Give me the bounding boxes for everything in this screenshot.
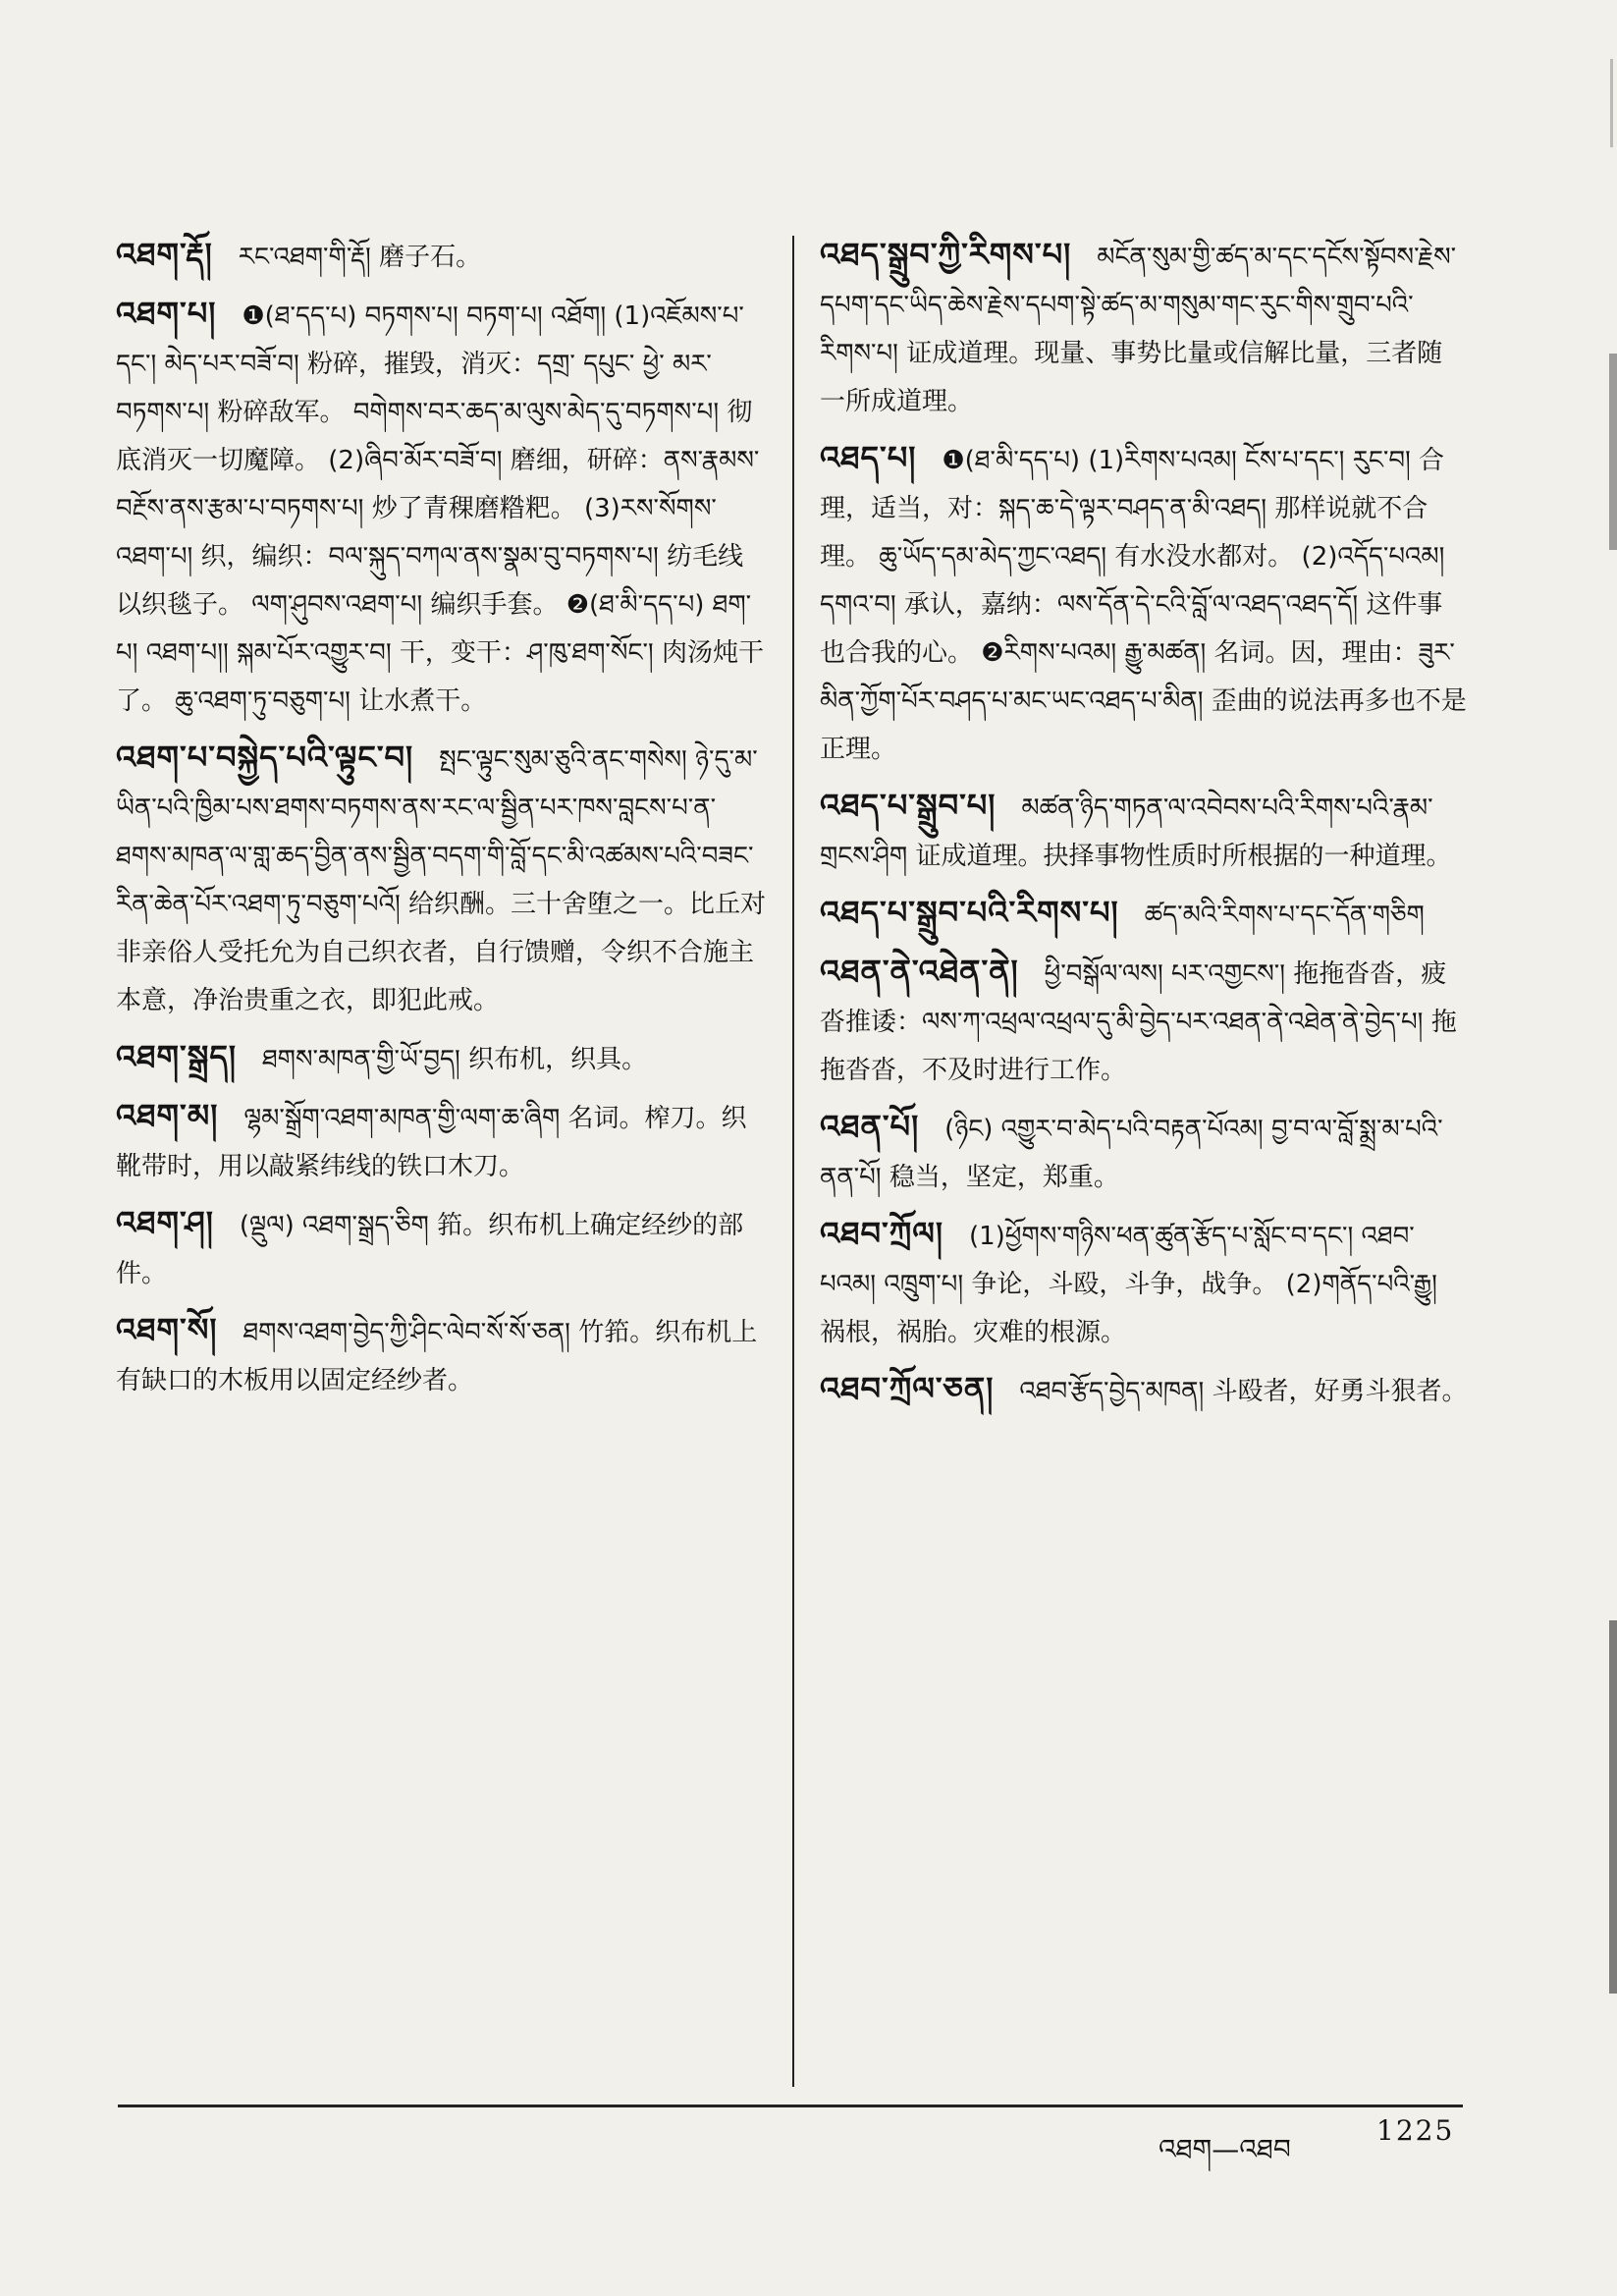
dictionary-entry bbox=[116, 231, 769, 282]
entry-definition: (ཉིང) འགྱུར་བ་མེད་པའི་བརྟན་པོའམ། བྱ་བ་ལ་བློ་སྨྲ་མ་པའི་ནན་པོ། 稳当，坚定，郑重。 bbox=[820, 1115, 1443, 1192]
dictionary-entry bbox=[116, 734, 769, 1025]
page-number: 1225 bbox=[1376, 2114, 1455, 2147]
entry-definition: ཐགས་མཁན་གྱི་ཡོ་བྱད། 织布机，织具。 bbox=[261, 1045, 648, 1074]
entry-definition: ❶(ཐ་མི་དད་པ) (1)རིགས་པའམ། ངོས་པ་དང་། རུང་བ། 合理，适当，对：སྐད་ཆ་དེ་ལྟར་བཤད་ན་མི་འཐད། 那样说就不合理。 ཆུ་ཡོད་དམ་མེད་ཀྱང་འཐད། 有水没水都对。 (2)འདོད་པའམ། དགའ་བ། 承认，嘉纳：ལས་དོན་དེ་ངའི་བློ་ལ་འཐད་འཐད་དོ། 这件事也合我的心。 ❷རིགས་པའམ། རྒྱུ་མཚན། 名词。因，理由：ཟུར་མིན་ཀྱོག་པོར་བཤད་པ་མང་ཡང་འཐད་པ་མིན། 歪曲的说法再多也不是正理。 bbox=[820, 446, 1467, 764]
entry-headword: འཐག་སོ། bbox=[116, 1311, 218, 1348]
entry-definition: རང་འཐག་གི་རྡོ། 磨子石。 bbox=[238, 243, 482, 272]
entry-definition: མངོན་སུམ་གྱི་ཚད་མ་དང་དངོས་སྟོབས་རྗེས་དཔག་དང་ཡིད་ཆེས་རྗེས་དཔག་སྟེ་ཚད་མ་གསུམ་གང་རུང་གིས་གྲུབ་པའི་རིགས་པ། 证成道理。现量、事势比量或信解比量，三者随一所成道理。 bbox=[820, 243, 1457, 416]
dictionary-entry bbox=[116, 1199, 769, 1298]
entry-definition: ཕྱི་བསྒོལ་ལས། པར་འགྱངས་། 拖拖沓沓，疲沓推诿：ལས་ཀ་འཕྲལ་འཕྲལ་དུ་མི་བྱེད་པར་འཐན་ནེ་འཐེན་ནེ་བྱེད་པ། 拖拖沓沓，不及时进行工作。 bbox=[820, 959, 1457, 1085]
entry-headword: འཐན་པོ། bbox=[820, 1108, 920, 1145]
entry-definition: (ལྡུལ) འཐག་སྒྲད་ཅིག 筘。织布机上确定经纱的部件。 bbox=[116, 1211, 744, 1288]
dictionary-entry bbox=[820, 948, 1468, 1095]
footer-guide-words: འཐག—འཐབ bbox=[1159, 2133, 1291, 2165]
dictionary-entry bbox=[116, 1033, 769, 1084]
entry-definition: (1)ཕྱོགས་གཉིས་ཕན་ཚུན་རྩོད་པ་སློང་བ་དང་། འཐབ་པའམ། འཁྲུག་པ། 争论，斗殴，斗争，战争。 (2)གནོད་པའི་རྒྱུ། 祸根，祸胎。灾难的根源。 bbox=[820, 1222, 1437, 1347]
entry-definition: འཐབ་རྩོད་བྱེད་མཁན། 斗殴者，好勇斗狠者。 bbox=[1019, 1377, 1468, 1406]
entry-definition: སྤང་ལྟུང་སུམ་ཅུའི་ནང་གསེས། ཉེ་དུ་མ་ཡིན་པའི་ཁྱིམ་པས་ཐགས་བཏགས་ནས་རང་ལ་སྦྱིན་པར་ཁས་བླངས་པ་ན་ཐགས་མཁན་ལ་གླ་ཆད་བྱིན་ནས་སྦྱིན་བདག་གི་བློ་དང་མི་འཚམས་པའི་བཟང་རིན་ཆེན་པོར་འཐག་ཏུ་བཅུག་པའོ། 给织酬。三十舍堕之一。比丘对非亲俗人受托允为自己织衣者，自行馈赠，令织不合施主本意，净治贵重之衣，即犯此戒。 bbox=[116, 745, 766, 1015]
entry-definition: མཚན་ཉིད་གཏན་ལ་འབེབས་པའི་རིགས་པའི་རྣམ་གྲངས་ཤིག 证成道理。抉择事物性质时所根据的一种道理。 bbox=[820, 793, 1452, 871]
entry-headword: འཐག་ཤ། bbox=[116, 1204, 214, 1241]
footer-rule bbox=[118, 2105, 1463, 2107]
left-column bbox=[116, 231, 769, 1413]
entry-headword: འཐག་རྡོ། bbox=[116, 236, 213, 273]
entry-headword: འཐག་སྒྲད། bbox=[116, 1038, 237, 1075]
dictionary-entry bbox=[820, 1365, 1468, 1416]
dictionary-entry bbox=[116, 290, 769, 726]
dictionary-entry bbox=[820, 1103, 1468, 1202]
entry-headword: འཐབ་ཀྲོལ། bbox=[820, 1215, 943, 1252]
entry-definition: ཚད་མའི་རིགས་པ་དང་དོན་གཅིག bbox=[1144, 901, 1425, 930]
scan-edge-mark bbox=[1609, 1620, 1617, 1994]
entry-headword: འཐག་མ། bbox=[116, 1097, 219, 1134]
dictionary-entry bbox=[820, 889, 1468, 940]
entry-definition: ལྷམ་སྒྲོག་འཐག་མཁན་གྱི་ལག་ཆ་ཞིག 名词。榨刀。织靴带时，用以敲紧纬线的铁口木刀。 bbox=[116, 1104, 747, 1181]
dictionary-entry bbox=[116, 1092, 769, 1191]
entry-headword: འཐག་པ་བསྐྱེད་པའི་ལྟུང་བ། bbox=[116, 738, 414, 776]
entry-headword: འཐབ་ཀྲོལ་ཅན། bbox=[820, 1370, 995, 1407]
dictionary-entry bbox=[820, 434, 1468, 774]
entry-definition: ཐགས་འཐག་བྱེད་ཀྱི་ཤིང་ལེབ་སོ་སོ་ཅན། 竹筘。织布机上有缺口的木板用以固定经纱者。 bbox=[116, 1318, 758, 1395]
entry-definition: ❶(ཐ་དད་པ) བཏགས་པ། བཏག་པ། འཐོག། (1)འཇོམས་པ་དང་། མེད་པར་བཟོ་བ། 粉碎，摧毁，消灭：དགྲ་ དཔུང་ ཕྱེ་ མར་བཏགས་པ། 粉碎敌军。 བགེགས་བར་ཆད་མ་ལུས་མེད་དུ་བཏགས་པ། 彻底消灭一切魔障。 (2)ཞིབ་མོར་བཟོ་བ། 磨细，研碎：ནས་རྣམས་བརྔོས་ནས་རྩམ་པ་བཏགས་པ། 炒了青稞磨糌粑。 (3)རས་སོགས་འཐག་པ། 织，编织：བལ་སྐུད་བཀལ་ནས་སྣམ་བུ་བཏགས་པ། 纺毛线以织毯子。 ལག་ཤུབས་འཐག་པ། 编织手套。 ❷(ཐ་མི་དད་པ) ཐག་པ། འཐག་པ།། སྐམ་པོར་འགྱུར་བ། 干，变干：ཤ་ཁུ་ཐག་སོང་། 肉汤炖干了。 ཆུ་འཐག་ཏུ་བཅུག་པ། 让水煮干。 bbox=[116, 301, 764, 716]
entry-headword: འཐད་པ་སྒྲུབ་པ། bbox=[820, 787, 997, 824]
scan-edge-mark bbox=[1609, 354, 1617, 550]
dictionary-entry bbox=[116, 1306, 769, 1405]
entry-headword: འཐག་པ། bbox=[116, 295, 217, 332]
right-column bbox=[820, 231, 1468, 1424]
entry-headword: འཐད་པ། bbox=[820, 439, 917, 476]
scan-edge-mark bbox=[1610, 59, 1613, 147]
entry-headword: འཐན་ནེ་འཐེན་ནེ། bbox=[820, 953, 1019, 990]
dictionary-entry bbox=[820, 1210, 1468, 1357]
dictionary-entry bbox=[820, 231, 1468, 426]
dictionary-entry bbox=[820, 782, 1468, 881]
entry-headword: འཐད་པ་སྒྲུབ་པའི་རིགས་པ། bbox=[820, 894, 1119, 931]
column-divider bbox=[792, 236, 794, 2087]
entry-headword: འཐད་སྒྲུབ་ཀྱི་རིགས་པ། bbox=[820, 236, 1072, 273]
